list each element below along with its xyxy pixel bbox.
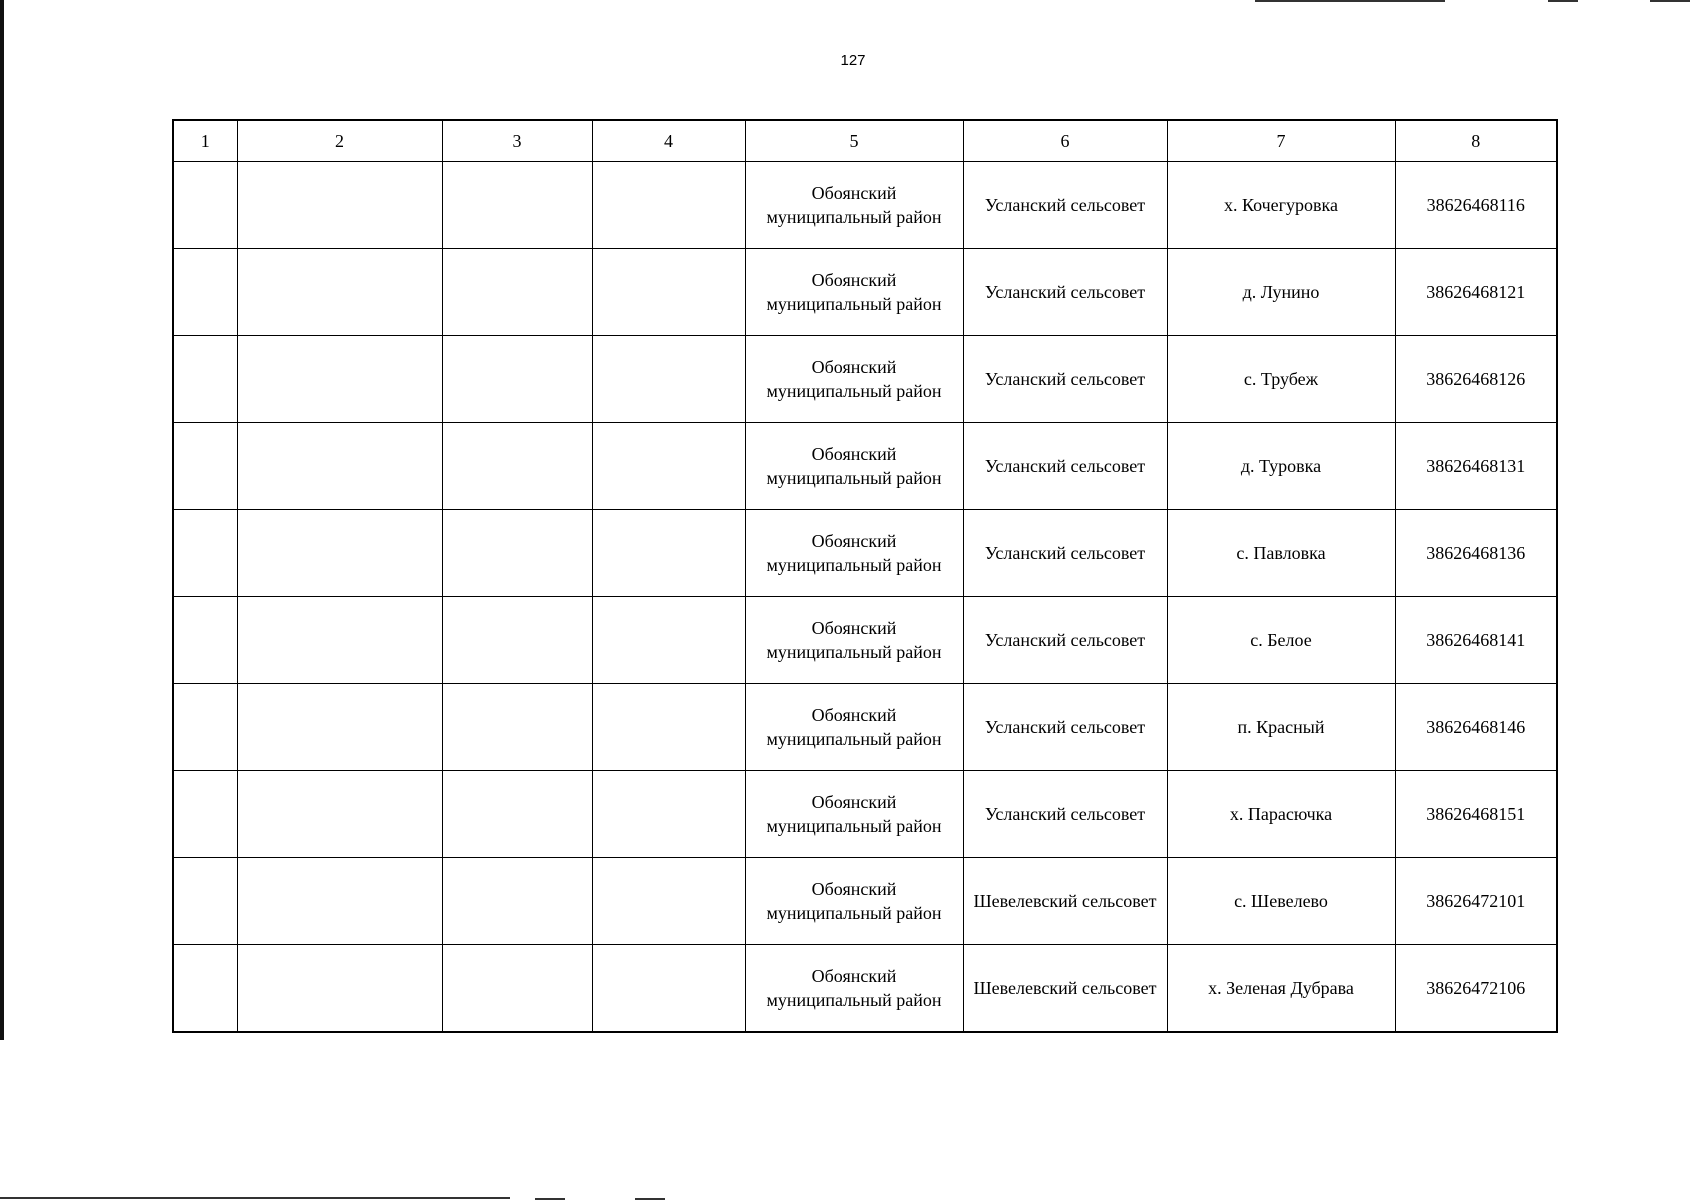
column-number-header: 4 (592, 120, 745, 162)
cell-oktmo-code: 38626472106 (1395, 945, 1557, 1033)
cell-municipal-district (745, 510, 963, 597)
district-name: Обоянский (811, 357, 897, 377)
cell-oktmo-code: 38626472101 (1395, 858, 1557, 945)
cell-col1 (173, 597, 237, 684)
cell-col4 (592, 858, 745, 945)
cell-col4 (592, 684, 745, 771)
cell-settlement: х. Парасючка (1167, 771, 1395, 858)
table-row (173, 684, 1557, 771)
district-name: Обоянский (811, 705, 897, 725)
scan-edge (0, 0, 4, 1040)
cell-council: Усланский сельсовет (963, 336, 1167, 423)
cell-col2 (237, 945, 442, 1033)
table-row (173, 597, 1557, 684)
cell-col2 (237, 597, 442, 684)
cell-col1 (173, 771, 237, 858)
cell-col4 (592, 771, 745, 858)
cell-col3 (442, 423, 592, 510)
district-name: Обоянский (811, 444, 897, 464)
cell-col1 (173, 945, 237, 1033)
cell-col2 (237, 858, 442, 945)
scan-line (0, 1197, 510, 1199)
cell-col1 (173, 336, 237, 423)
cell-oktmo-code: 38626468121 (1395, 249, 1557, 336)
cell-oktmo-code: 38626468126 (1395, 336, 1557, 423)
cell-settlement: д. Туровка (1167, 423, 1395, 510)
cell-col2 (237, 510, 442, 597)
district-type: муниципальный район (766, 816, 942, 836)
district-name: Обоянский (811, 531, 897, 551)
district-type: муниципальный район (766, 990, 942, 1010)
cell-settlement: х. Зеленая Дубрава (1167, 945, 1395, 1033)
cell-settlement: с. Белое (1167, 597, 1395, 684)
cell-col1 (173, 510, 237, 597)
cell-col2 (237, 162, 442, 249)
column-number-header: 6 (963, 120, 1167, 162)
cell-council: Усланский сельсовет (963, 423, 1167, 510)
cell-municipal-district (745, 336, 963, 423)
cell-municipal-district (745, 771, 963, 858)
cell-col2 (237, 336, 442, 423)
district-name: Обоянский (811, 966, 897, 986)
cell-council: Усланский сельсовет (963, 162, 1167, 249)
table-row (173, 771, 1557, 858)
scan-line (1548, 0, 1578, 2)
cell-council: Усланский сельсовет (963, 249, 1167, 336)
scan-line (1650, 0, 1690, 2)
district-type: муниципальный район (766, 729, 942, 749)
column-number-header: 8 (1395, 120, 1557, 162)
cell-col2 (237, 771, 442, 858)
cell-municipal-district (745, 249, 963, 336)
cell-col1 (173, 423, 237, 510)
cell-municipal-district (745, 858, 963, 945)
cell-oktmo-code: 38626468151 (1395, 771, 1557, 858)
district-name: Обоянский (811, 183, 897, 203)
district-type: муниципальный район (766, 294, 942, 314)
cell-col1 (173, 162, 237, 249)
column-number-header: 1 (173, 120, 237, 162)
district-type: муниципальный район (766, 381, 942, 401)
cell-col2 (237, 249, 442, 336)
cell-col3 (442, 858, 592, 945)
cell-col4 (592, 510, 745, 597)
cell-col3 (442, 597, 592, 684)
cell-col4 (592, 423, 745, 510)
table-body (173, 162, 1557, 1033)
page-number: 127 (840, 52, 866, 69)
table-row (173, 858, 1557, 945)
table-row (173, 336, 1557, 423)
scan-line (1255, 0, 1445, 2)
cell-settlement: с. Шевелево (1167, 858, 1395, 945)
cell-oktmo-code: 38626468141 (1395, 597, 1557, 684)
cell-col4 (592, 336, 745, 423)
cell-council: Усланский сельсовет (963, 510, 1167, 597)
district-name: Обоянский (811, 618, 897, 638)
cell-municipal-district (745, 945, 963, 1033)
cell-council: Усланский сельсовет (963, 597, 1167, 684)
cell-col1 (173, 684, 237, 771)
cell-settlement: д. Лунино (1167, 249, 1395, 336)
cell-col1 (173, 858, 237, 945)
cell-council: Усланский сельсовет (963, 684, 1167, 771)
cell-oktmo-code: 38626468136 (1395, 510, 1557, 597)
cell-settlement: с. Трубеж (1167, 336, 1395, 423)
settlement-register-table (172, 119, 1558, 1033)
cell-municipal-district (745, 162, 963, 249)
cell-oktmo-code: 38626468116 (1395, 162, 1557, 249)
cell-council: Шевелевский сельсовет (963, 945, 1167, 1033)
cell-col4 (592, 597, 745, 684)
cell-col2 (237, 423, 442, 510)
column-number-header: 2 (237, 120, 442, 162)
district-type: муниципальный район (766, 468, 942, 488)
table-row (173, 423, 1557, 510)
cell-council: Усланский сельсовет (963, 771, 1167, 858)
column-number-header: 3 (442, 120, 592, 162)
column-number-header: 7 (1167, 120, 1395, 162)
district-name: Обоянский (811, 792, 897, 812)
cell-col3 (442, 336, 592, 423)
cell-oktmo-code: 38626468131 (1395, 423, 1557, 510)
cell-col3 (442, 249, 592, 336)
cell-col3 (442, 510, 592, 597)
cell-settlement: х. Кочегуровка (1167, 162, 1395, 249)
cell-municipal-district (745, 684, 963, 771)
table-row (173, 162, 1557, 249)
cell-col4 (592, 162, 745, 249)
header-row (173, 120, 1557, 162)
cell-col3 (442, 945, 592, 1033)
table-row (173, 249, 1557, 336)
cell-col4 (592, 249, 745, 336)
cell-municipal-district (745, 423, 963, 510)
column-number-header: 5 (745, 120, 963, 162)
cell-col3 (442, 771, 592, 858)
cell-col4 (592, 945, 745, 1033)
district-type: муниципальный район (766, 207, 942, 227)
cell-col3 (442, 684, 592, 771)
cell-col1 (173, 249, 237, 336)
district-type: муниципальный район (766, 642, 942, 662)
district-name: Обоянский (811, 879, 897, 899)
cell-settlement: п. Красный (1167, 684, 1395, 771)
table-row (173, 510, 1557, 597)
cell-settlement: с. Павловка (1167, 510, 1395, 597)
cell-col2 (237, 684, 442, 771)
cell-col3 (442, 162, 592, 249)
district-name: Обоянский (811, 270, 897, 290)
cell-municipal-district (745, 597, 963, 684)
cell-oktmo-code: 38626468146 (1395, 684, 1557, 771)
district-type: муниципальный район (766, 903, 942, 923)
table-row (173, 945, 1557, 1033)
cell-council: Шевелевский сельсовет (963, 858, 1167, 945)
district-type: муниципальный район (766, 555, 942, 575)
